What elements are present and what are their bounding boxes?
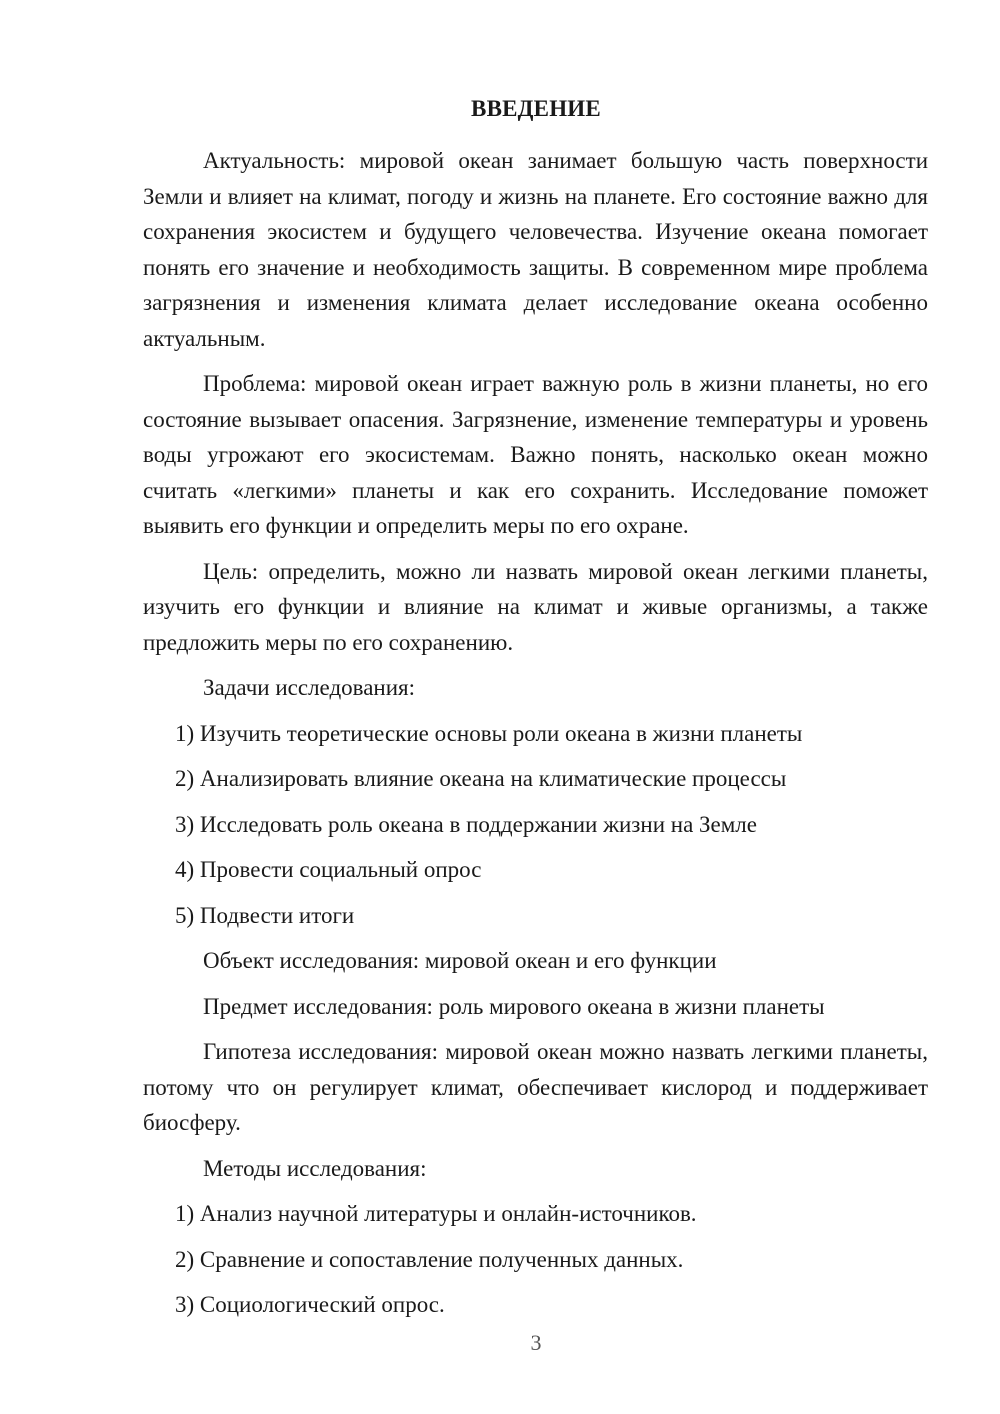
- list-item: 5) Подвести итоги: [175, 902, 355, 928]
- list-item: 1) Анализ научной литературы и онлайн-источников.: [175, 1201, 697, 1226]
- page-number: 3: [530, 1330, 542, 1355]
- list-item: 3) Социологический опрос.: [175, 1292, 445, 1317]
- list-item: 3) Исследовать роль океана в поддержании жизни на Земле: [175, 811, 757, 837]
- paragraph-object: Объект исследования: мировой океан и его функции: [203, 948, 717, 973]
- list-item: 1) Изучить теоретические основы роли океана в жизни планеты: [175, 720, 803, 746]
- paragraph-relevance: Актуальность: мировой океан занимает большую часть поверхности Земли и влияет на климат, погоду и жизнь на планете. Его состояние важно для сохранения экосистем и будущего человечества. Изучение океана помогает понять его значение и необходимость защиты. В современном мире проблема загрязнения и изменения климата делает исследование океана особенно актуальным.: [143, 148, 928, 351]
- paragraph-problem: Проблема: мировой океан играет важную роль в жизни планеты, но его состояние вызывает опасения. Загрязнение, изменение температуры и уровень воды угрожают его экосистемам. Важно понять, насколько океан можно считать «легкими» планеты и как его сохранить. Исследование поможет выявить его функции и определить меры по его охране.: [143, 371, 928, 538]
- tasks-heading: Задачи исследования:: [203, 675, 416, 700]
- paragraph-subject: Предмет исследования: роль мирового океана в жизни планеты: [203, 993, 825, 1019]
- list-item: 2) Сравнение и сопоставление полученных данных.: [175, 1246, 684, 1272]
- tasks-list: [143, 716, 928, 934]
- document-body: [143, 143, 928, 1333]
- methods-list: [143, 1196, 928, 1323]
- paragraph-hypothesis: Гипотеза исследования: мировой океан можно назвать легкими планеты, потому что он регулирует климат, обеспечивает кислород и поддерживает биосферу.: [143, 1039, 928, 1135]
- paragraph-goal: Цель: определить, можно ли назвать мировой океан легкими планеты, изучить его функции и влияние на климат и живые организмы, а также предложить меры по его сохранению.: [143, 558, 928, 655]
- list-item: 4) Провести социальный опрос: [175, 857, 482, 882]
- methods-heading: Методы исследования:: [203, 1155, 427, 1181]
- list-item: 2) Анализировать влияние океана на климатические процессы: [175, 766, 787, 791]
- page-title: ВВЕДЕНИЕ: [471, 96, 601, 121]
